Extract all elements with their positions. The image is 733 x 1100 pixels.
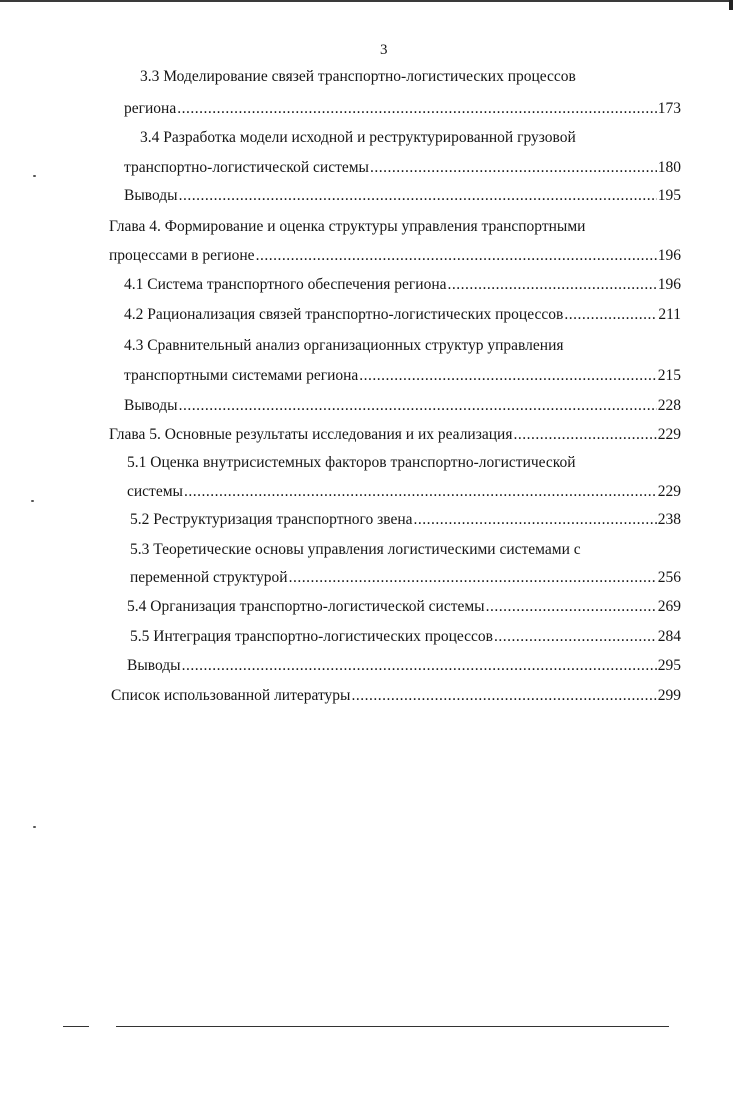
toc-text: Выводы: [127, 657, 181, 674]
toc-text: 5.5 Интеграция транспортно-логистических процессов: [130, 628, 493, 645]
toc-leader-dots: [564, 305, 657, 325]
toc-page-number: 284: [657, 628, 681, 645]
toc-leader-dots: [256, 246, 657, 266]
scan-speck: [33, 826, 36, 828]
footer-rule-right: [116, 1026, 669, 1027]
scan-edge-top: [0, 0, 733, 2]
toc-line: [109, 425, 681, 445]
scan-edge-right: [729, 0, 733, 10]
toc-page-number: 180: [657, 159, 681, 176]
toc-page-number: 229: [657, 426, 681, 443]
toc-page-number: 299: [657, 687, 681, 704]
scan-speck: [33, 175, 36, 177]
toc-leader-dots: [184, 482, 657, 502]
toc-leader-dots: [179, 396, 657, 416]
toc-line: [124, 396, 681, 416]
toc-page-number: 228: [657, 397, 681, 414]
toc-line: [130, 540, 681, 560]
toc-line: [127, 482, 681, 502]
toc-page-number: 229: [657, 483, 681, 500]
toc-leader-dots: [177, 99, 657, 119]
toc-line: [124, 186, 681, 206]
toc-page-number: 195: [657, 187, 681, 204]
toc-text: 4.3 Сравнительный анализ организационных структур управления: [124, 337, 564, 354]
toc-line: [124, 275, 681, 295]
toc-page-number: 238: [657, 511, 681, 528]
toc-page-number: 196: [657, 247, 681, 264]
toc-leader-dots: [494, 627, 657, 647]
toc-line: [111, 686, 681, 706]
toc-leader-dots: [359, 366, 656, 386]
page-number: 3: [380, 42, 388, 58]
toc-text: процессами в регионе: [109, 247, 255, 264]
toc-text: 5.2 Реструктуризация транспортного звена: [130, 511, 413, 528]
toc-text: Глава 5. Основные результаты исследования и их реализация: [109, 426, 513, 443]
toc-text: переменной структурой: [130, 569, 288, 586]
toc-leader-dots: [182, 656, 657, 676]
toc-leader-dots: [513, 425, 656, 445]
toc-page-number: 295: [657, 657, 681, 674]
toc-leader-dots: [486, 597, 657, 617]
toc-text: Выводы: [124, 187, 178, 204]
toc-page-number: 173: [657, 100, 681, 117]
toc-text: 3.4 Разработка модели исходной и реструктурированной грузовой: [140, 129, 576, 146]
footer-rule-left: [63, 1026, 89, 1027]
scan-speck: [31, 500, 34, 502]
toc-line: [109, 217, 681, 237]
toc-text: Глава 4. Формирование и оценка структуры управления транспортными: [109, 218, 586, 235]
toc-page-number: 196: [657, 276, 681, 293]
toc-page-number: 211: [658, 306, 681, 323]
toc-leader-dots: [448, 275, 657, 295]
toc-line: [127, 453, 681, 473]
toc-leader-dots: [351, 686, 656, 706]
toc-line: [127, 597, 681, 617]
toc-line: [124, 366, 681, 386]
toc-text: 4.1 Система транспортного обеспечения региона: [124, 276, 447, 293]
toc-line: [124, 305, 681, 325]
toc-page-number: 269: [657, 598, 681, 615]
toc-line: [130, 510, 681, 530]
toc-line: [140, 128, 680, 148]
toc-line: [130, 568, 681, 588]
toc-text: системы: [127, 483, 183, 500]
toc-line: [124, 99, 681, 119]
toc-line: [130, 627, 681, 647]
toc-page-number: 215: [657, 367, 681, 384]
toc-line: [140, 67, 680, 87]
toc-text: Выводы: [124, 397, 178, 414]
toc-leader-dots: [179, 186, 657, 206]
toc-text: 5.4 Организация транспортно-логистической системы: [127, 598, 485, 615]
toc-leader-dots: [370, 158, 657, 178]
toc-text: 4.2 Рационализация связей транспортно-логистических процессов: [124, 306, 564, 323]
toc-line: [124, 158, 681, 178]
toc-line: [127, 656, 681, 676]
toc-page-number: 256: [657, 569, 681, 586]
toc-leader-dots: [414, 510, 657, 530]
toc-line: [124, 336, 681, 356]
toc-text: 5.1 Оценка внутрисистемных факторов транспортно-логистической: [127, 454, 576, 471]
toc-text: региона: [124, 100, 177, 117]
toc-line: [109, 246, 681, 266]
toc-text: транспортно-логистической системы: [124, 159, 369, 176]
toc-text: Список использованной литературы: [111, 687, 351, 704]
toc-text: транспортными системами региона: [124, 367, 359, 384]
toc-leader-dots: [289, 568, 657, 588]
toc-text: 3.3 Моделирование связей транспортно-логистических процессов: [140, 68, 576, 85]
toc-text: 5.3 Теоретические основы управления логистическими системами с: [130, 541, 581, 558]
